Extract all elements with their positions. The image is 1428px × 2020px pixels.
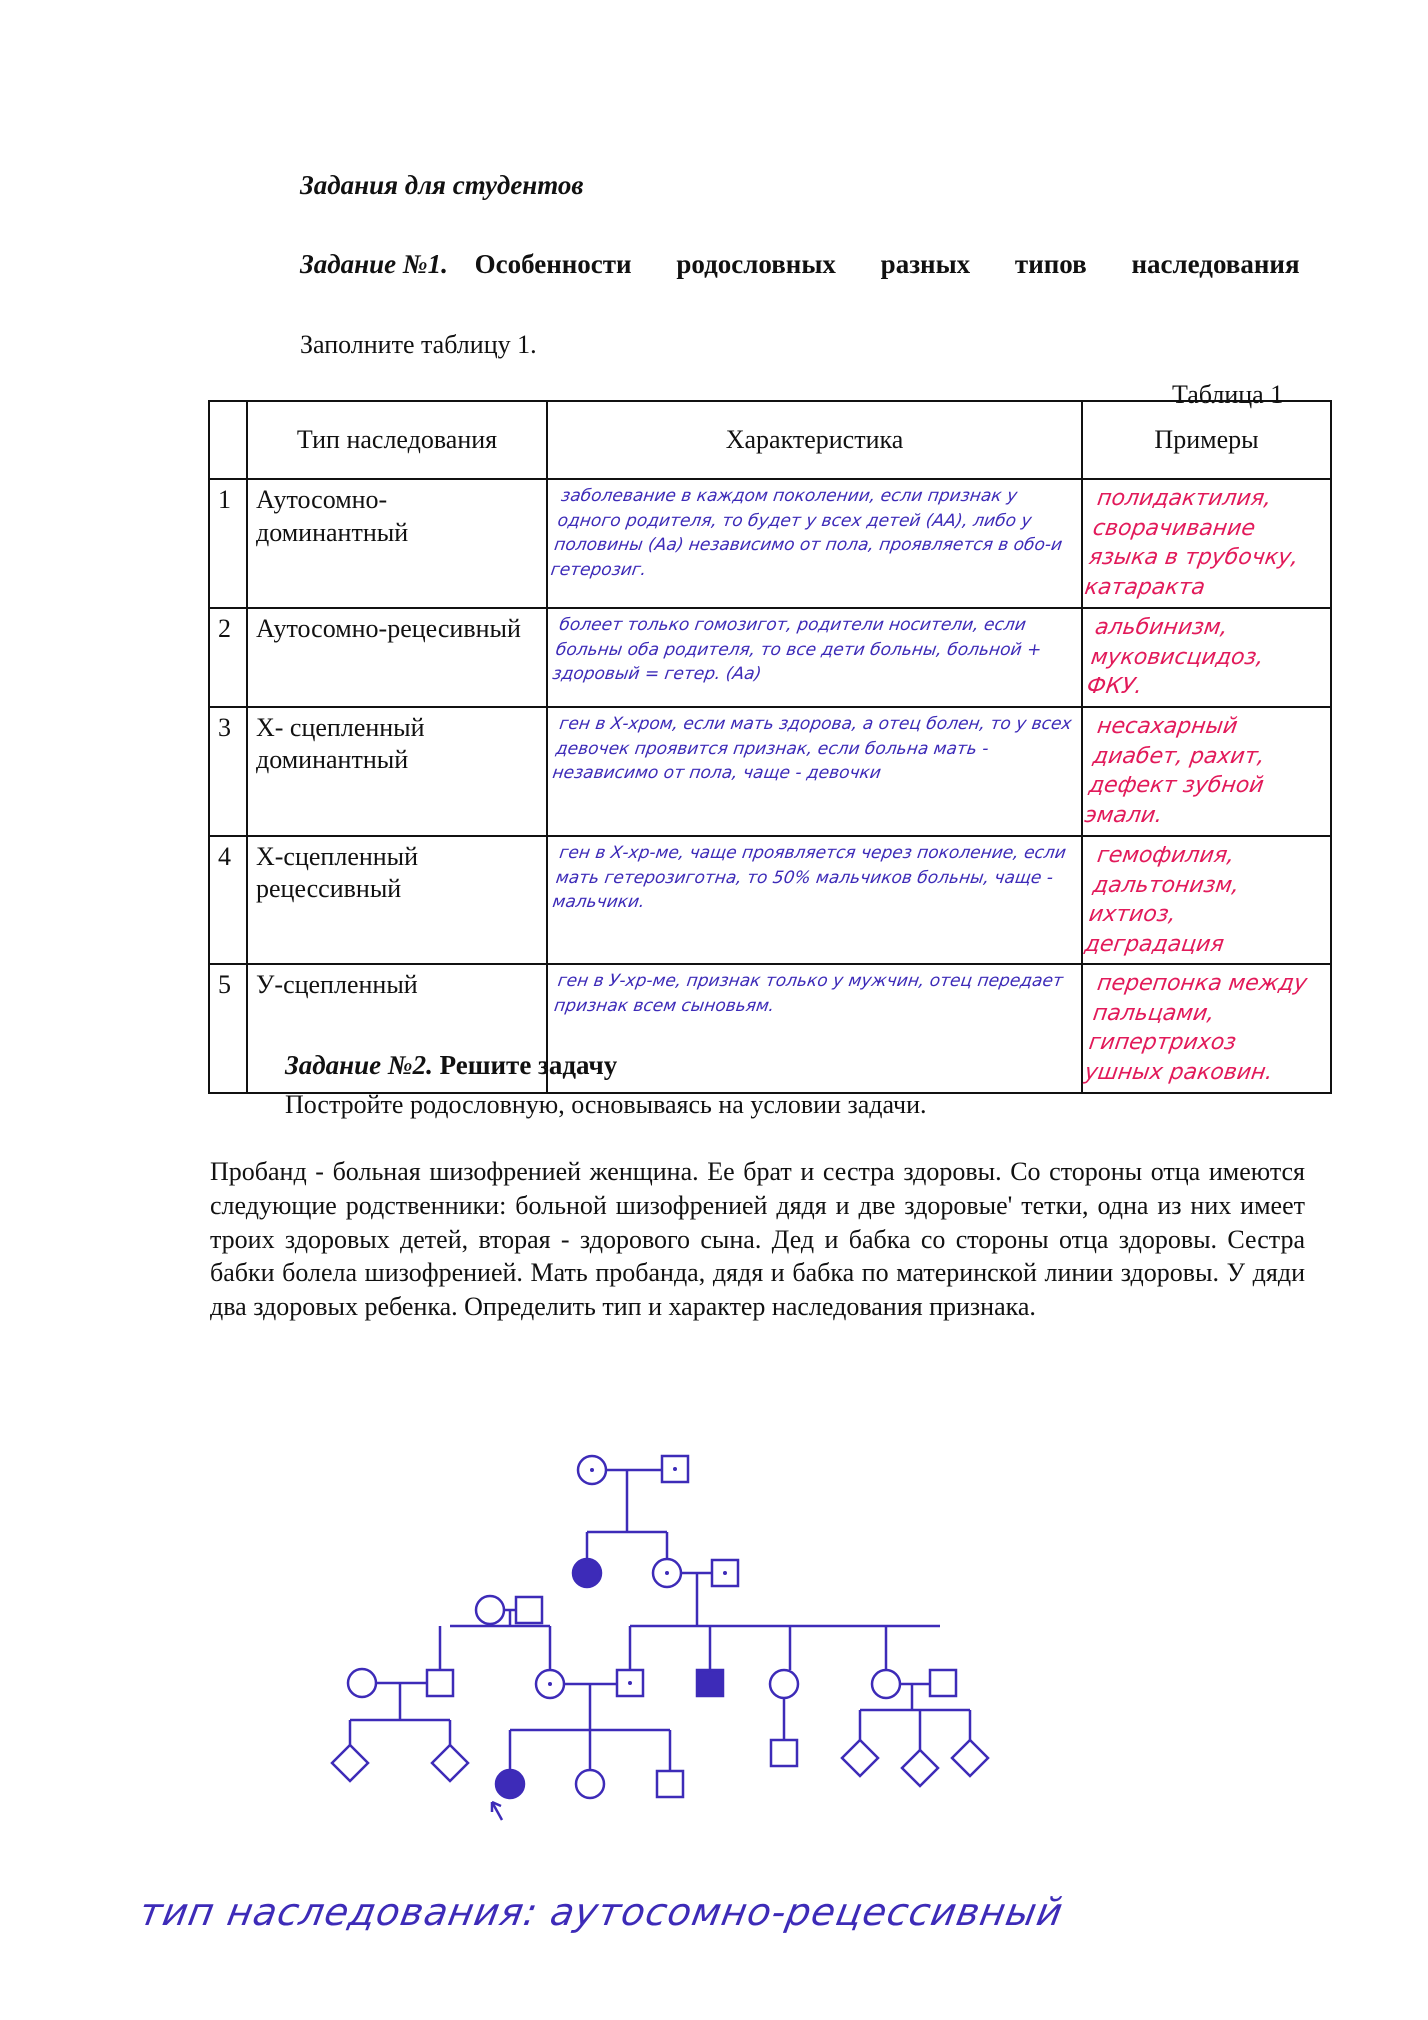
handwritten-examples: несахарный диабет, рахит, дефект зубной эмали. — [1083, 713, 1267, 828]
task1-heading — [232, 248, 1312, 280]
pedigree-female-healthy — [770, 1670, 798, 1698]
pedigree-proband-affected — [496, 1770, 524, 1798]
handwritten-characteristic: ген в Х-хр-ме, чаще проявляется через поколение, если мать гетерозиготна, то 50% мальчиков больны, чаще - мальчики. — [551, 842, 1068, 912]
pedigree-diagram — [320, 1440, 1080, 1860]
table-row — [209, 707, 1331, 836]
pedigree-child-unknown-sex — [952, 1740, 988, 1776]
table-header-row — [209, 401, 1331, 479]
pedigree-child-unknown-sex — [902, 1750, 938, 1786]
pedigree-child-unknown-sex — [842, 1740, 878, 1776]
task2-title: Решите задачу — [439, 1050, 618, 1080]
pedigree-male-healthy — [657, 1771, 683, 1797]
row-type: Х-сцепленный рецессивный — [247, 836, 547, 965]
pedigree-male-healthy — [930, 1670, 956, 1696]
row-type: Х- сцепленный доминантный — [247, 707, 547, 836]
section-title: Задания для студентов — [300, 170, 584, 200]
table-row — [209, 479, 1331, 608]
task1-title: Особенности родословных разных типов наследования — [474, 249, 1300, 279]
header-characteristic: Характеристика — [547, 401, 1082, 479]
pedigree-female-healthy — [476, 1596, 504, 1624]
pedigree-male-affected — [697, 1670, 723, 1696]
table-row — [209, 608, 1331, 707]
handwritten-answer: тип наследования: аутосомно-рецессивный — [136, 1890, 1067, 1934]
handwritten-examples: полидактилия, сворачивание языка в трубочку, катаракта — [1083, 486, 1300, 601]
row-type: Аутосомно-рецесивный — [247, 608, 547, 707]
handwritten-characteristic: болеет только гомозигот, родители носители, если больны оба родителя, то все дети больны, больной + здоровый = гетер. (Аа) — [551, 614, 1043, 685]
header-examples: Примеры — [1082, 401, 1331, 479]
row-num: 4 — [209, 836, 247, 965]
task2-instruction: Постройте родословную, основываясь на условии задачи. — [285, 1090, 927, 1119]
pedigree-female-healthy — [348, 1669, 376, 1697]
inheritance-table — [208, 400, 1332, 1094]
task1-label: Задание №1. — [300, 249, 448, 279]
pedigree-male-healthy — [771, 1740, 797, 1766]
row-num: 3 — [209, 707, 247, 836]
problem-text: Пробанд - больная шизофренией женщина. Ее брат и сестра здоровы. Со стороны отца имеются следующие родственники: больной шизофренией дядя и две здоровые' тетки, одна из них имеет троих здоровых детей, вторая - здорового сына. Дед и бабка со стороны отца здоровы. Сестра бабки болела шизофренией. Мать пробанда, дядя и бабка по материнской линии здоровы. У дяди два здоровых ребенка. Определить тип и характер наследования признака. — [210, 1157, 1305, 1322]
task2-heading — [285, 1050, 617, 1081]
handwritten-examples: альбинизм, муковисцидоз, ФКУ. — [1085, 614, 1266, 700]
header-num — [209, 401, 247, 479]
task1-instruction: Заполните таблицу 1. — [300, 330, 537, 359]
header-type: Тип наследования — [247, 401, 547, 479]
pedigree-female-affected — [573, 1559, 601, 1587]
handwritten-characteristic: ген в Х-хром, если мать здорова, а отец болен, то у всех девочек проявится признак, если больна мать - независимо от пола, чаще - девочки — [551, 713, 1073, 784]
pedigree-child-unknown-sex — [332, 1745, 368, 1781]
row-num: 2 — [209, 608, 247, 707]
row-num: 5 — [209, 964, 247, 1093]
handwritten-characteristic: ген в У-хр-ме, признак только у мужчин, отец передает признак всем сыновьям. — [552, 971, 1065, 1016]
handwritten-characteristic: заболевание в каждом поколении, если признак у одного родителя, то будет у всех детей (АА), либо у половины (Аа) независимо от пола, проявляется в обо-и гетерозиг. — [549, 486, 1064, 580]
table-row — [209, 836, 1331, 965]
pedigree-male-healthy — [516, 1597, 542, 1623]
row-num: 1 — [209, 479, 247, 608]
task2-label: Задание №2. — [285, 1050, 433, 1080]
handwritten-examples: перепонка между пальцами, гипертрихоз ушных раковин. — [1083, 971, 1309, 1086]
pedigree-female-healthy — [872, 1670, 900, 1698]
pedigree-female-healthy — [576, 1770, 604, 1798]
table-caption: Таблица 1 — [1172, 380, 1284, 409]
row-type: Аутосомно-доминантный — [247, 479, 547, 608]
row-type: У-сцепленный — [247, 964, 547, 1093]
handwritten-examples: гемофилия, дальтонизм, ихтиоз, деградация — [1083, 842, 1241, 957]
